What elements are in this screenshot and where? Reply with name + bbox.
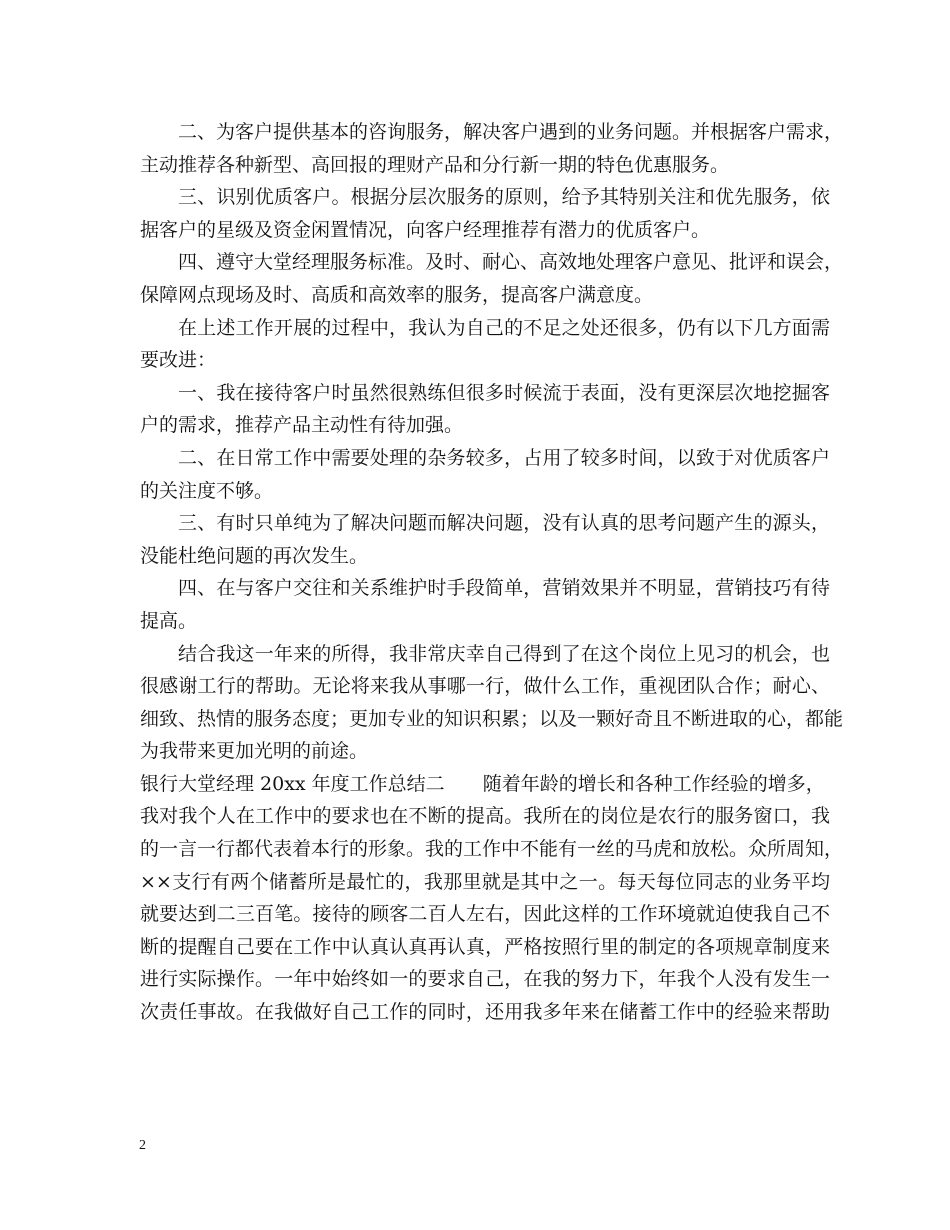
text-line: 保障网点现场及时、高质和高效率的服务，提高客户满意度。: [140, 283, 654, 306]
text-line: 次责任事故。在我做好自己工作的同时，还用我多年来在储蓄工作中的经验来帮助: [140, 1001, 830, 1024]
text-line: 一、我在接待客户时虽然很熟练但很多时候流于表面，没有更深层次地挖掘客: [178, 381, 830, 404]
text-line: 进行实际操作。一年中始终如一的要求自己，在我的努力下，年我个人没有发生一: [140, 968, 830, 991]
text-line: 四、遵守大堂经理服务标准。及时、耐心、高效地处理客户意见、批评和误会，: [178, 251, 844, 274]
section-heading: 银行大堂经理 20xx 年度工作总结二: [140, 772, 445, 795]
text-line: 四、在与客户交往和关系维护时手段简单，营销效果并不明显，营销技巧有待: [178, 577, 830, 600]
text-line: 提高。: [140, 609, 198, 632]
text-line: 二、为客户提供基本的咨询服务，解决客户遇到的业务问题。并根据客户需求，: [178, 121, 844, 143]
text-line: 为我带来更加光明的前途。: [140, 740, 369, 763]
document-body: [140, 116, 844, 1029]
text-line: 细致、热情的服务态度；更加专业的知识积累；以及一颗好奇且不断进取的心，都能: [140, 707, 844, 730]
text-line: 户的需求，推荐产品主动性有待加强。: [140, 414, 464, 437]
page-number: 2: [139, 1138, 146, 1153]
text-line: 要改进：: [140, 349, 217, 372]
text-line: 的一言一行都代表着本行的形象。我的工作中不能有一丝的马虎和放松。众所周知，: [140, 838, 844, 861]
text-line: 二、在日常工作中需要处理的杂务较多，占用了较多时间，以致于对优质客户: [178, 446, 830, 469]
text-line: 主动推荐各种新型、高回报的理财产品和分行新一期的特色优惠服务。: [140, 153, 730, 176]
text-line: 我对我个人在工作中的要求也在不断的提高。我所在的岗位是农行的服务窗口，我: [140, 805, 830, 828]
text-line: 据客户的星级及资金闲置情况，向客户经理推荐有潜力的优质客户。: [140, 218, 711, 241]
text-line: 随着年龄的增长和各种工作经验的增多，: [482, 772, 825, 795]
text-line: 断的提醒自己要在工作中认真认真再认真，严格按照行里的制定的各项规章制度来: [140, 935, 830, 958]
text-line: 三、识别优质客户。根据分层次服务的原则，给予其特别关注和优先服务，依: [178, 186, 830, 209]
text-line: ××支行有两个储蓄所是最忙的，我那里就是其中之一。每天每位同志的业务平均: [140, 870, 830, 893]
text-line: 很感谢工行的帮助。无论将来我从事哪一行，做什么工作，重视团队合作；耐心、: [140, 675, 830, 698]
text-line: 就要达到二三百笔。接待的顾客二百人左右，因此这样的工作环境就迫使我自己不: [140, 903, 830, 926]
text-line: 三、有时只单纯为了解决问题而解决问题，没有认真的思考问题产生的源头，: [178, 512, 830, 535]
text-line: 的关注度不够。: [140, 479, 274, 502]
section-heading-line: [140, 768, 830, 801]
text-line: 结合我这一年来的所得，我非常庆幸自己得到了在这个岗位上见习的机会，也: [178, 642, 830, 665]
text-line: 在上述工作开展的过程中，我认为自己的不足之处还很多，仍有以下几方面需: [178, 316, 830, 339]
text-line: 没能杜绝问题的再次发生。: [140, 544, 369, 567]
